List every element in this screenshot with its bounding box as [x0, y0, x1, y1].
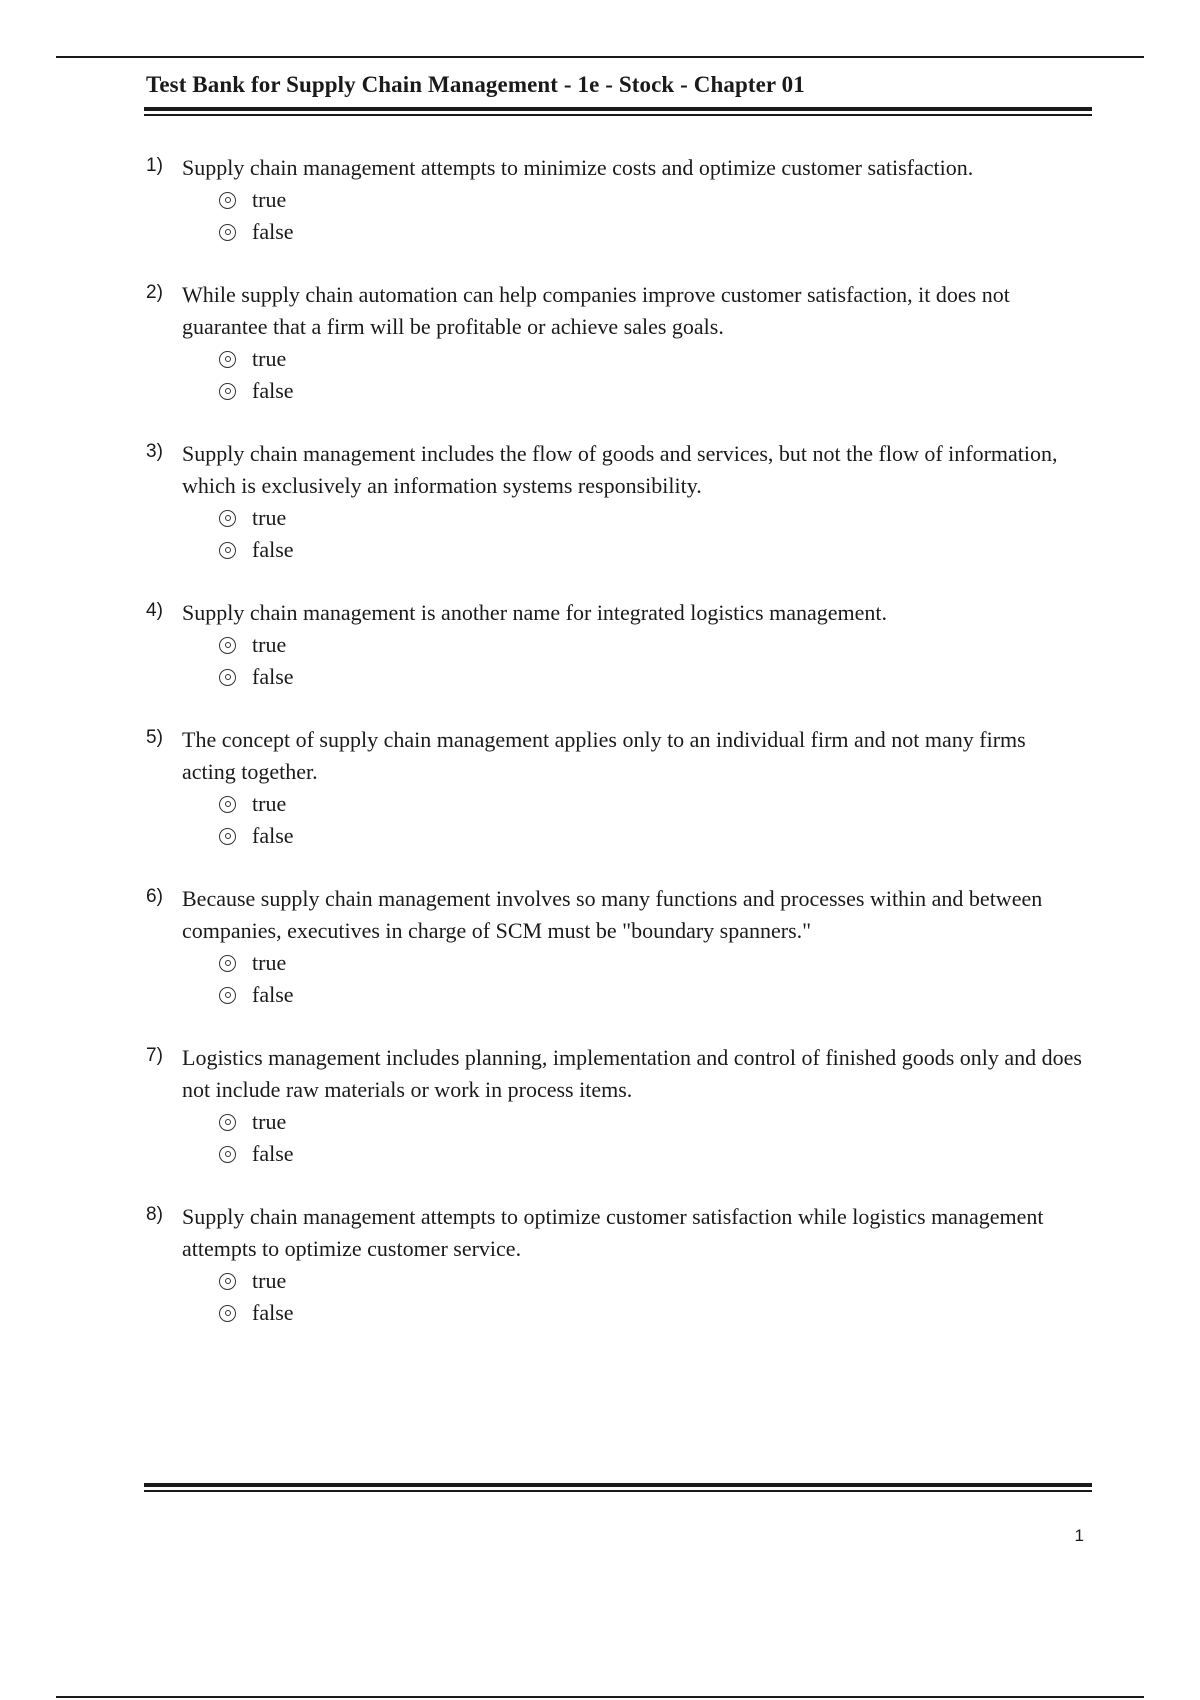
radio-button-icon[interactable] [219, 828, 236, 845]
option-label: false [252, 982, 294, 1007]
answer-options [219, 947, 1092, 1011]
option-true[interactable] [219, 788, 1092, 820]
option-label: false [252, 823, 294, 848]
option-label: true [252, 632, 287, 657]
option-label: true [252, 1109, 287, 1134]
question-text: Supply chain management is another name for integrated logistics management. [182, 600, 888, 625]
option-label: true [252, 1268, 287, 1293]
bottom-page-divider [56, 1696, 1144, 1698]
answer-options [219, 1106, 1092, 1170]
option-true[interactable] [219, 1106, 1092, 1138]
radio-button-icon[interactable] [219, 955, 236, 972]
option-false[interactable] [219, 534, 1092, 566]
question-list [144, 152, 1092, 1360]
question-item [144, 883, 1092, 1011]
answer-options [219, 502, 1092, 566]
option-label: false [252, 378, 294, 403]
question-number: 1) [146, 155, 163, 176]
radio-button-icon[interactable] [219, 383, 236, 400]
radio-button-icon[interactable] [219, 510, 236, 527]
radio-button-icon[interactable] [219, 192, 236, 209]
radio-button-icon[interactable] [219, 1114, 236, 1131]
answer-options [219, 1265, 1092, 1329]
radio-button-icon[interactable] [219, 1273, 236, 1290]
question-text: Because supply chain management involves so many functions and processes within and between companies, executives in charge of SCM must be "boundary spanners." [182, 886, 1043, 943]
question-text: Supply chain management includes the flow of goods and services, but not the flow of information, which is exclusively an information systems responsibility. [182, 441, 1058, 498]
option-false[interactable] [219, 979, 1092, 1011]
answer-options [219, 343, 1092, 407]
question-text: Supply chain management attempts to minimize costs and optimize customer satisfaction. [182, 155, 974, 180]
question-number: 4) [146, 600, 163, 621]
answer-options [219, 788, 1092, 852]
question-item [144, 438, 1092, 566]
option-true[interactable] [219, 184, 1092, 216]
answer-options [219, 629, 1092, 693]
option-label: true [252, 505, 287, 530]
question-item [144, 279, 1092, 407]
question-number: 2) [146, 282, 163, 303]
option-true[interactable] [219, 947, 1092, 979]
question-item [144, 1201, 1092, 1329]
radio-button-icon[interactable] [219, 987, 236, 1004]
option-label: false [252, 664, 294, 689]
option-false[interactable] [219, 661, 1092, 693]
option-true[interactable] [219, 502, 1092, 534]
option-label: true [252, 791, 287, 816]
document-page [144, 0, 1092, 1700]
question-number: 8) [146, 1204, 163, 1225]
radio-button-icon[interactable] [219, 224, 236, 241]
option-false[interactable] [219, 1138, 1092, 1170]
question-text: Logistics management includes planning, implementation and control of finished goods only and does not include raw materials or work in process items. [182, 1045, 1082, 1102]
option-label: false [252, 537, 294, 562]
question-number: 3) [146, 441, 163, 462]
question-text: While supply chain automation can help companies improve customer satisfaction, it does not guarantee that a firm will be profitable or achieve sales goals. [182, 282, 1010, 339]
option-false[interactable] [219, 820, 1092, 852]
radio-button-icon[interactable] [219, 1146, 236, 1163]
question-text: The concept of supply chain management applies only to an individual firm and not many firms acting together. [182, 727, 1026, 784]
radio-button-icon[interactable] [219, 542, 236, 559]
question-number: 7) [146, 1045, 163, 1066]
option-true[interactable] [219, 343, 1092, 375]
header-double-rule [144, 107, 1092, 117]
question-number: 5) [146, 727, 163, 748]
option-false[interactable] [219, 375, 1092, 407]
radio-button-icon[interactable] [219, 669, 236, 686]
radio-button-icon[interactable] [219, 637, 236, 654]
radio-button-icon[interactable] [219, 796, 236, 813]
option-label: true [252, 950, 287, 975]
option-label: true [252, 187, 287, 212]
question-item [144, 724, 1092, 852]
question-number: 6) [146, 886, 163, 907]
option-false[interactable] [219, 216, 1092, 248]
document-title: Test Bank for Supply Chain Management - 1e - Stock - Chapter 01 [146, 72, 805, 97]
page-number: 1 [1074, 1526, 1084, 1545]
question-text: Supply chain management attempts to optimize customer satisfaction while logistics management attempts to optimize customer service. [182, 1204, 1044, 1261]
question-item [144, 597, 1092, 693]
option-true[interactable] [219, 1265, 1092, 1297]
option-label: false [252, 1141, 294, 1166]
option-label: false [252, 219, 294, 244]
option-false[interactable] [219, 1297, 1092, 1329]
question-item [144, 1042, 1092, 1170]
option-label: false [252, 1300, 294, 1325]
footer-double-rule [144, 1483, 1092, 1493]
option-label: true [252, 346, 287, 371]
option-true[interactable] [219, 629, 1092, 661]
radio-button-icon[interactable] [219, 1305, 236, 1322]
radio-button-icon[interactable] [219, 351, 236, 368]
answer-options [219, 184, 1092, 248]
question-item [144, 152, 1092, 248]
